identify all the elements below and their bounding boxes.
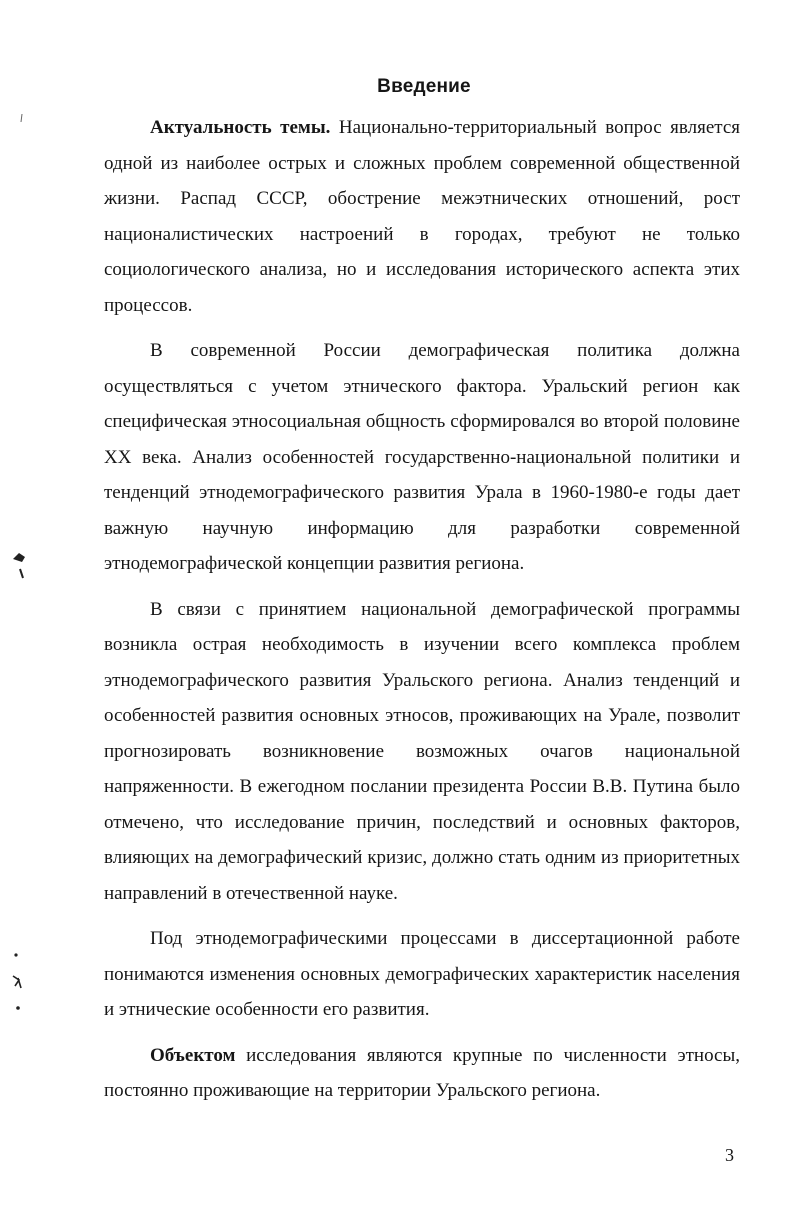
- paragraph-national-program: [104, 592, 740, 912]
- paragraph-definition: [104, 921, 740, 1028]
- paragraph-text: исследования являются крупные по численности этносы, постоянно проживающие на территории Уральского региона.: [104, 1044, 740, 1101]
- body-text: [104, 110, 740, 1109]
- scan-mark-icon: [18, 112, 26, 126]
- paragraph-text: В связи с принятием национальной демографической программы возникла острая необходимость в изучении всего комплекса проблем этнодемографического развития Уральского региона. Анализ тенденций и особенностей развития основных этносов, проживающих на Урале, позволит прогнозировать возникновение возможных очагов национальной напряженности. В ежегодном послании президента России В.В. Путина было отмечено, что исследование причин, последствий и основных факторов, влияющих на демографический кризис, должно стать одним из приоритетных направлений в отечественной науке.: [104, 598, 740, 904]
- scan-mark-icon: [10, 950, 30, 1020]
- paragraph-text: В современной России демографическая политика должна осуществляться с учетом этнического фактора. Уральский регион как специфическая этносоциальная общность сформировался во второй половине XX века. Анализ особенностей государственно-национальной политики и тенденций этнодемографического развития Урала в 1960-1980-е годы дает важную научную информацию для разработки современной этнодемографической концепции развития региона.: [104, 340, 740, 574]
- paragraph-lead: Актуальность темы.: [150, 117, 331, 138]
- paragraph-demographic-policy: [104, 333, 740, 582]
- scan-mark-icon: [10, 545, 32, 585]
- paragraph-text: Под этнодемографическими процессами в диссертационной работе понимаются изменения основных демографических характеристик населения и этнические особенности его развития.: [104, 928, 740, 1020]
- paragraph-text: Национально-территориальный вопрос является одной из наиболее острых и сложных проблем современной общественной жизни. Распад СССР, обострение межэтнических отношений, рост националистических настроений в городах, требуют не только социологического анализа, но и исследования исторического аспекта этих процессов.: [104, 117, 740, 316]
- paragraph-lead: Объектом: [150, 1044, 236, 1066]
- paragraph-relevance: [104, 110, 740, 323]
- page-title: Введение: [377, 76, 471, 97]
- paragraph-object: [104, 1038, 740, 1109]
- page-number: 3: [725, 1145, 734, 1165]
